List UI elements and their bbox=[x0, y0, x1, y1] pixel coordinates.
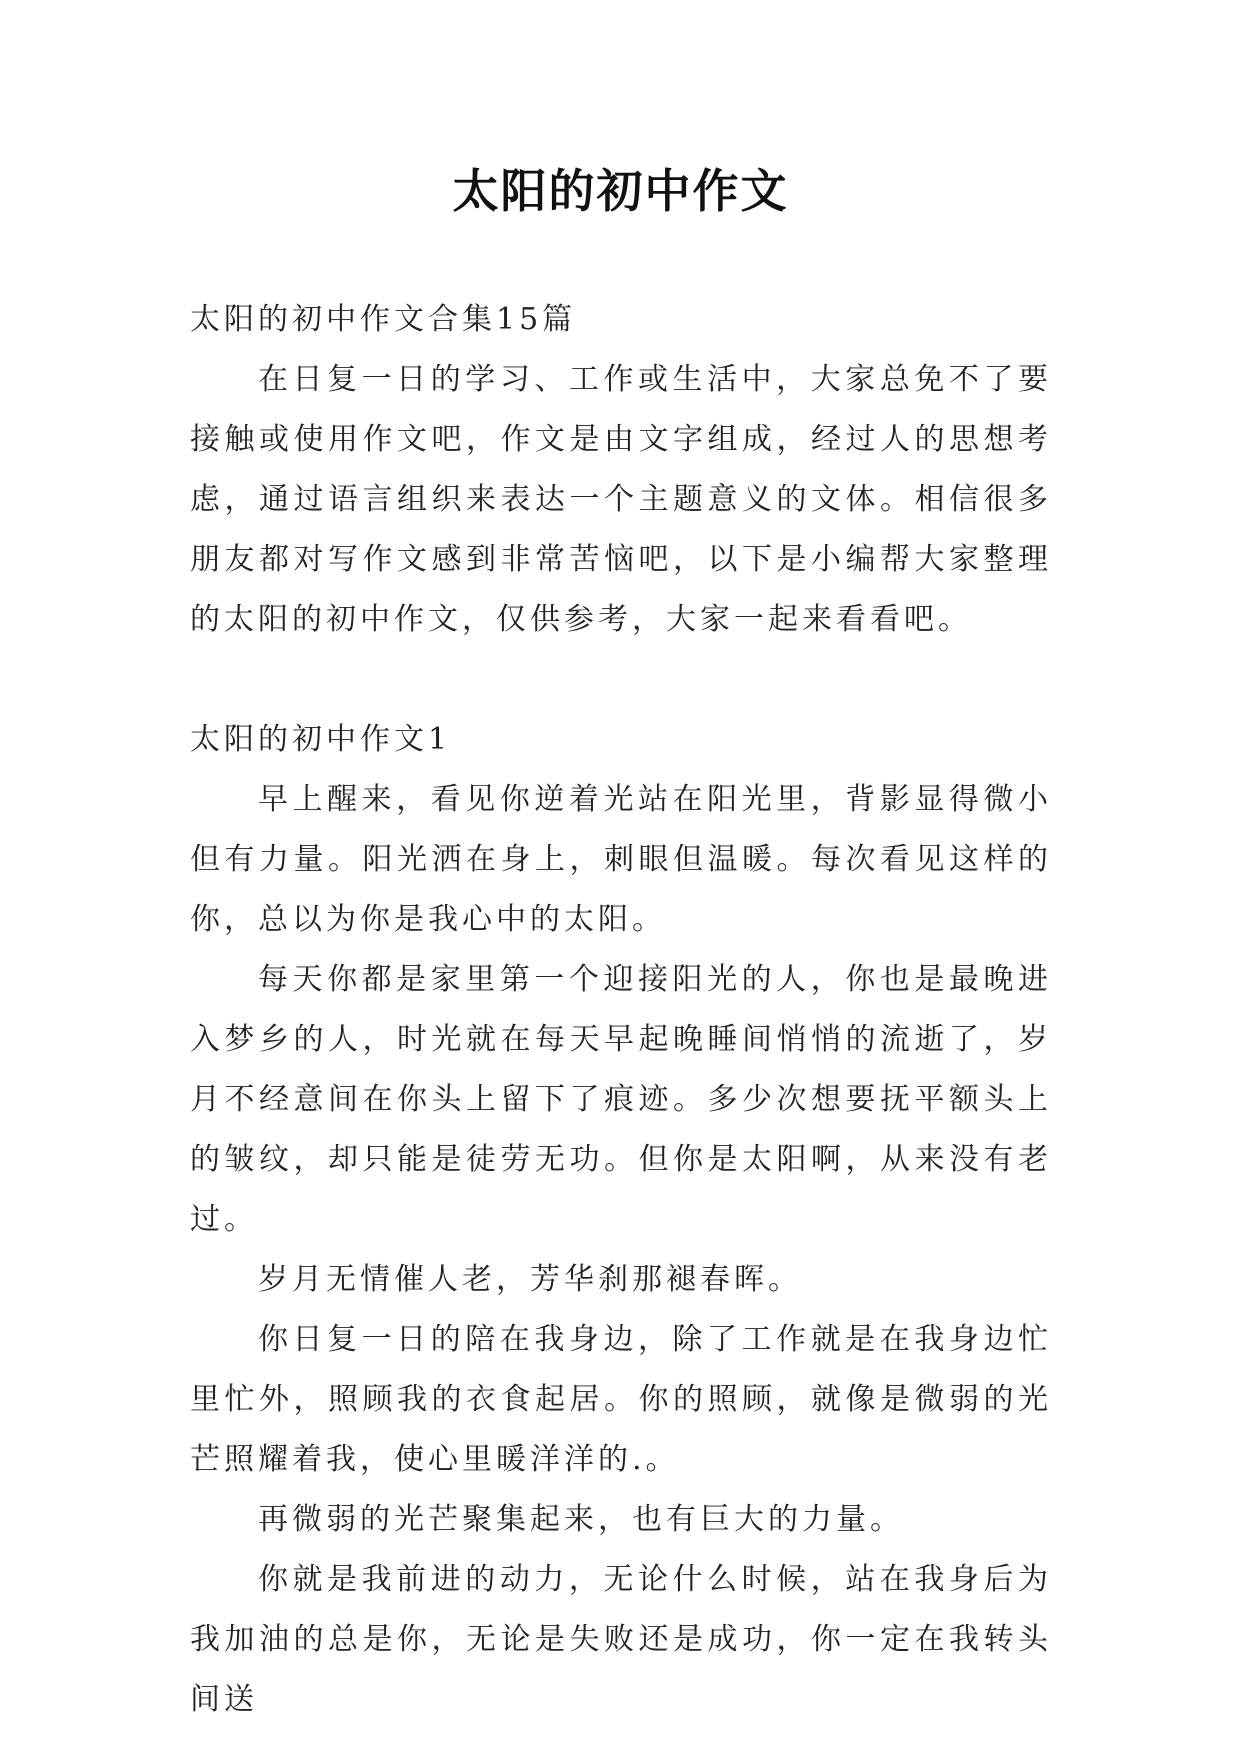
essay-paragraph: 再微弱的光芒聚集起来，也有巨大的力量。 bbox=[258, 1502, 904, 1537]
collection-subtitle: 太阳的初中作文合集15篇 bbox=[190, 302, 577, 337]
essay-paragraph: 你就是我前进的动力，无论什么时候，站在我身后为我加油的总是你，无论是失败还是成功，你一定在我转头间送 bbox=[190, 1562, 1052, 1717]
essay-paragraph: 你日复一日的陪在我身边，除了工作就是在我身边忙里忙外，照顾我的衣食起居。你的照顾，就像是微弱的光芒照耀着我，使心里暖洋洋的.。 bbox=[190, 1322, 1052, 1477]
document-title: 太阳的初中作文 bbox=[452, 164, 789, 218]
essay-paragraph: 每天你都是家里第一个迎接阳光的人，你也是最晚进入梦乡的人，时光就在每天早起晚睡间悄悄的流逝了，岁月不经意间在你头上留下了痕迹。多少次想要抚平额头上的皱纹，却只能是徒劳无功。但你是太阳啊，从来没有老过。 bbox=[190, 962, 1052, 1237]
section-heading: 太阳的初中作文1 bbox=[190, 722, 452, 757]
document-body bbox=[190, 290, 1052, 1730]
intro-paragraph: 在日复一日的学习、工作或生活中，大家总免不了要接触或使用作文吧，作文是由文字组成，经过人的思想考虑，通过语言组织来表达一个主题意义的文体。相信很多朋友都对写作文感到非常苦恼吧，以下是小编帮大家整理的太阳的初中作文，仅供参考，大家一起来看看吧。 bbox=[190, 362, 1052, 637]
essay-paragraph: 岁月无情催人老，芳华刹那褪春晖。 bbox=[258, 1262, 802, 1297]
section-spacer bbox=[190, 650, 1052, 710]
essay-paragraph: 早上醒来，看见你逆着光站在阳光里，背影显得微小但有力量。阳光洒在身上，刺眼但温暖。每次看见这样的你，总以为你是我心中的太阳。 bbox=[190, 782, 1052, 937]
